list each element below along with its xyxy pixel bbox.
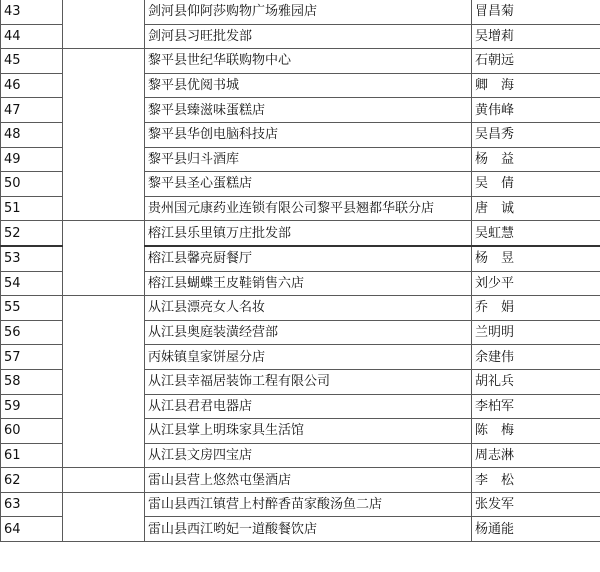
contact-person: 吴虹慧 bbox=[472, 221, 600, 246]
contact-person: 石朝远 bbox=[472, 49, 600, 74]
row-number: 48 bbox=[1, 122, 63, 147]
contact-person: 胡礼兵 bbox=[472, 369, 600, 394]
store-name: 贵州国元康药业连锁有限公司黎平县翘都华联分店 bbox=[145, 196, 472, 221]
contact-person: 周志淋 bbox=[472, 443, 600, 468]
store-name: 榕江县馨亮厨餐厅 bbox=[145, 246, 472, 271]
row-number: 60 bbox=[1, 419, 63, 444]
contact-person: 刘少平 bbox=[472, 271, 600, 296]
row-number: 64 bbox=[1, 517, 63, 542]
row-number: 52 bbox=[1, 221, 63, 246]
store-name: 榕江县乐里镇万庄批发部 bbox=[145, 221, 472, 246]
row-number: 47 bbox=[1, 98, 63, 123]
store-name: 从江县文房四宝店 bbox=[145, 443, 472, 468]
store-name: 从江县奥庭装潢经营部 bbox=[145, 320, 472, 345]
store-name: 黎平县圣心蛋糕店 bbox=[145, 172, 472, 197]
row-number: 51 bbox=[1, 196, 63, 221]
contact-person: 张发军 bbox=[472, 492, 600, 517]
contact-person: 冒昌菊 bbox=[472, 0, 600, 24]
row-number: 53 bbox=[1, 246, 63, 271]
contact-person: 乔 娟 bbox=[472, 296, 600, 321]
contact-person: 卿 海 bbox=[472, 73, 600, 98]
row-number: 58 bbox=[1, 369, 63, 394]
county-cell bbox=[63, 221, 145, 296]
row-number: 62 bbox=[1, 468, 63, 493]
store-name: 雷山县营上悠然屯堡酒店 bbox=[145, 468, 472, 493]
row-number: 57 bbox=[1, 345, 63, 370]
table-row bbox=[1, 492, 600, 517]
store-name: 雷山县西江镇营上村醉香苗家酸汤鱼二店 bbox=[145, 492, 472, 517]
store-name: 从江县掌上明珠家具生活馆 bbox=[145, 419, 472, 444]
store-name: 黎平县臻滋味蛋糕店 bbox=[145, 98, 472, 123]
store-name: 黎平县华创电脑科技店 bbox=[145, 122, 472, 147]
county-cell bbox=[63, 0, 145, 49]
contact-person: 余建伟 bbox=[472, 345, 600, 370]
store-name: 榕江县蝴蝶王皮鞋销售六店 bbox=[145, 271, 472, 296]
row-number: 49 bbox=[1, 147, 63, 172]
table-row bbox=[1, 0, 600, 24]
table-row bbox=[1, 468, 600, 493]
row-number: 56 bbox=[1, 320, 63, 345]
store-name: 黎平县优阅书城 bbox=[145, 73, 472, 98]
table-row bbox=[1, 296, 600, 321]
row-number: 45 bbox=[1, 49, 63, 74]
row-number: 55 bbox=[1, 296, 63, 321]
store-name: 从江县幸福居装饰工程有限公司 bbox=[145, 369, 472, 394]
row-number: 46 bbox=[1, 73, 63, 98]
contact-person: 陈 梅 bbox=[472, 419, 600, 444]
store-name: 剑河县仰阿莎购物广场雅园店 bbox=[145, 0, 472, 24]
store-name: 从江县君君电器店 bbox=[145, 394, 472, 419]
contact-person: 吴增莉 bbox=[472, 24, 600, 49]
store-name: 从江县漂亮女人名妆 bbox=[145, 296, 472, 321]
contact-person: 吴昌秀 bbox=[472, 122, 600, 147]
contact-person: 李 松 bbox=[472, 468, 600, 493]
contact-person: 黄伟峰 bbox=[472, 98, 600, 123]
county-cell bbox=[63, 492, 145, 541]
row-number: 61 bbox=[1, 443, 63, 468]
table-row bbox=[1, 49, 600, 74]
row-number: 59 bbox=[1, 394, 63, 419]
roster-body bbox=[1, 0, 600, 542]
contact-person: 吴 倩 bbox=[472, 172, 600, 197]
store-name: 黎平县归斗酒库 bbox=[145, 147, 472, 172]
contact-person: 唐 诚 bbox=[472, 196, 600, 221]
county-cell bbox=[63, 468, 145, 493]
store-name: 雷山县西江哟妃一道酸餐饮店 bbox=[145, 517, 472, 542]
row-number: 54 bbox=[1, 271, 63, 296]
contact-person: 杨 益 bbox=[472, 147, 600, 172]
row-number: 44 bbox=[1, 24, 63, 49]
row-number: 63 bbox=[1, 492, 63, 517]
row-number: 50 bbox=[1, 172, 63, 197]
row-number: 43 bbox=[1, 0, 63, 24]
contact-person: 杨 昱 bbox=[472, 246, 600, 271]
store-name: 丙妹镇皇家饼屋分店 bbox=[145, 345, 472, 370]
contact-person: 李柏军 bbox=[472, 394, 600, 419]
county-cell bbox=[63, 49, 145, 221]
contact-person: 杨通能 bbox=[472, 517, 600, 542]
table-row bbox=[1, 221, 600, 246]
contact-person: 兰明明 bbox=[472, 320, 600, 345]
store-name: 剑河县习旺批发部 bbox=[145, 24, 472, 49]
store-name: 黎平县世纪华联购物中心 bbox=[145, 49, 472, 74]
county-cell bbox=[63, 296, 145, 468]
